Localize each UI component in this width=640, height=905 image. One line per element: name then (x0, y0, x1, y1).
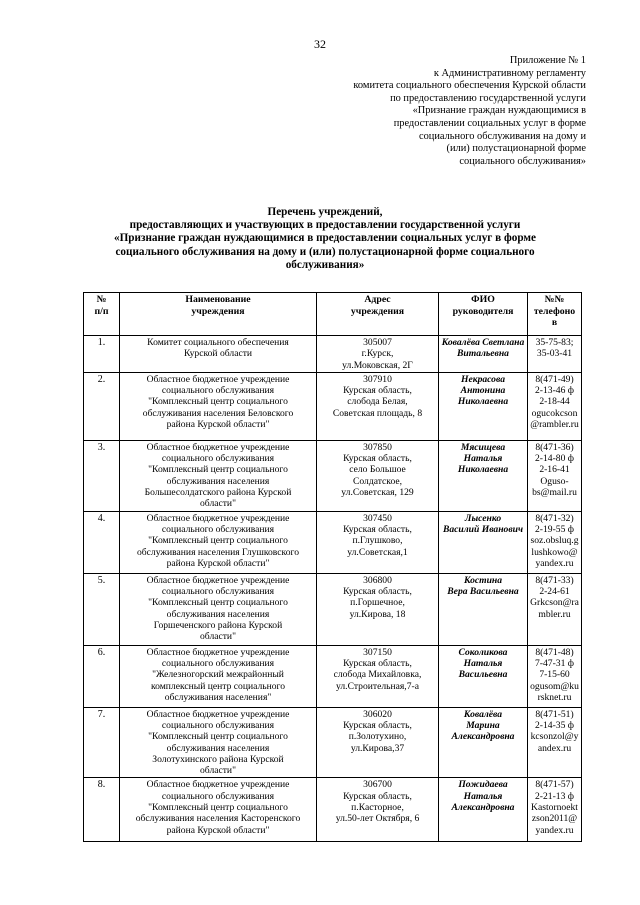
institution-name: Областное бюджетное учреждение социального обслуживания "Комплексный центр социального обслуживания населения Касторенского района Курской области" (120, 778, 317, 842)
institution-phones: 8(471-48) 7-47-31 ф 7-15-60 ogusom@ku rsknet.ru (528, 645, 582, 707)
institution-address: 306800 Курская область, п.Горшечное, ул.Кирова, 18 (317, 573, 439, 645)
institutions-table (83, 292, 582, 842)
table-row (84, 511, 582, 573)
row-number: 7. (84, 707, 120, 778)
institution-address: 306020 Курская область, п.Золотухино, ул.Кирова,37 (317, 707, 439, 778)
table-row (84, 645, 582, 707)
institution-name: Областное бюджетное учреждение социального обслуживания "Комплексный центр социального обслуживания населения Большесолдатского района Курской области" (120, 440, 317, 511)
row-number: 6. (84, 645, 120, 707)
appendix-line: социального обслуживания на дому и (418, 130, 586, 142)
institution-phones: 8(471-32) 2-19-55 ф soz.obsluq.g lushkowo@ yandex.ru (528, 511, 582, 573)
director-name: Ковалёва Марина Александровна (439, 707, 528, 778)
appendix-line: «Признание граждан нуждающимися в (412, 105, 586, 117)
row-number: 8. (84, 778, 120, 842)
institution-address: 307150 Курская область, слобода Михайловка, ул.Строительная,7-а (317, 645, 439, 707)
row-number: 1. (84, 336, 120, 373)
director-name: Мясищева Наталья Николаевна (439, 440, 528, 511)
director-name: Лысенко Василий Иванович (439, 511, 528, 573)
table-header-row (84, 293, 582, 336)
header-institution: Наименование учреждения (120, 293, 317, 336)
title-line: социального обслуживания на дому и (или) полустационарной форме социального (115, 245, 535, 258)
title-line: предоставляющих и участвующих в предоставлении государственной услуги (129, 219, 521, 232)
appendix-line: по предоставлению государственной услуги (390, 92, 586, 104)
table-row (84, 336, 582, 373)
director-name: Соколикова Наталья Васильевна (439, 645, 528, 707)
institution-address: 307450 Курская область, п.Глушково, ул.Советская,1 (317, 511, 439, 573)
director-name: Ковалёва Светлана Витальевна (439, 336, 528, 373)
appendix-line: к Административному регламенту (433, 67, 586, 79)
institution-name: Комитет социального обеспечения Курской области (120, 336, 317, 373)
institution-phones: 8(471-57) 2-21-13 ф Kastornoekt zson2011@ yandex.ru (528, 778, 582, 842)
row-number: 4. (84, 511, 120, 573)
header-phones: №№ телефоно в (528, 293, 582, 336)
institution-name: Областное бюджетное учреждение социального обслуживания "Комплексный центр социального обслуживания населения Горшеченского района Курской области" (120, 573, 317, 645)
institution-phones: 8(471-36) 2-14-80 ф 2-16-41 Oguso- bs@mail.ru (528, 440, 582, 511)
table-row (84, 707, 582, 778)
appendix-line: комитета социального обеспечения Курской области (353, 80, 586, 92)
institution-address: 305007 г.Курск, ул.Моковская, 2Г (317, 336, 439, 373)
header-director: ФИО руководителя (439, 293, 528, 336)
row-number: 5. (84, 573, 120, 645)
table-row (84, 372, 582, 440)
title-line: «Признание граждан нуждающимися в предоставлении социальных услуг в форме (114, 232, 536, 245)
header-address: Адрес учреждения (317, 293, 439, 336)
appendix-line: предоставлении социальных услуг в форме (393, 117, 586, 129)
director-name: Костина Вера Васильевна (439, 573, 528, 645)
institution-name: Областное бюджетное учреждение социального обслуживания "Комплексный центр социального обслуживания населения Золотухинского района Курской области" (120, 707, 317, 778)
appendix-block (286, 55, 586, 168)
institution-address: 306700 Курская область, п.Касторное, ул.50-лет Октября, 6 (317, 778, 439, 842)
row-number: 2. (84, 372, 120, 440)
director-name: Некрасова Антонина Николаевна (439, 372, 528, 440)
appendix-line: (или) полустационарной форме (446, 143, 586, 155)
institution-phones: 35-75-83; 35-03-41 (528, 336, 582, 373)
institution-name: Областное бюджетное учреждение социального обслуживания "Комплексный центр социального обслуживания населения Глушковского района Курской области" (120, 511, 317, 573)
institution-phones: 8(471-51) 2-14-35 ф kcsonzol@y andex.ru (528, 707, 582, 778)
director-name: Пожидаева Наталья Александровна (439, 778, 528, 842)
institution-phones: 8(471-49) 2-13-46 ф 2-18-44 ogucokcson @rambler.ru (528, 372, 582, 440)
institution-phones: 8(471-33) 2-24-61 Grkcson@ra mbler.ru (528, 573, 582, 645)
table-row (84, 778, 582, 842)
institution-name: Областное бюджетное учреждение социального обслуживания "Комплексный центр социального обслуживания населения Беловского района Курской области" (120, 372, 317, 440)
header-number: № п/п (84, 293, 120, 336)
appendix-line: Приложение № 1 (509, 55, 586, 66)
document-title (90, 206, 560, 272)
institution-address: 307850 Курская область, село Большое Солдатское, ул.Советская, 129 (317, 440, 439, 511)
title-line: Перечень учреждений, (267, 206, 383, 218)
title-line: обслуживания» (285, 258, 365, 271)
page-number: 32 (314, 37, 326, 51)
table-row (84, 440, 582, 511)
institution-name: Областное бюджетное учреждение социального обслуживания "Железногорский межрайонный комплексный центр социального обслуживания населения" (120, 645, 317, 707)
institution-address: 307910 Курская область, слобода Белая, Советская площадь, 8 (317, 372, 439, 440)
row-number: 3. (84, 440, 120, 511)
table-row (84, 573, 582, 645)
appendix-line: социального обслуживания» (459, 155, 586, 167)
